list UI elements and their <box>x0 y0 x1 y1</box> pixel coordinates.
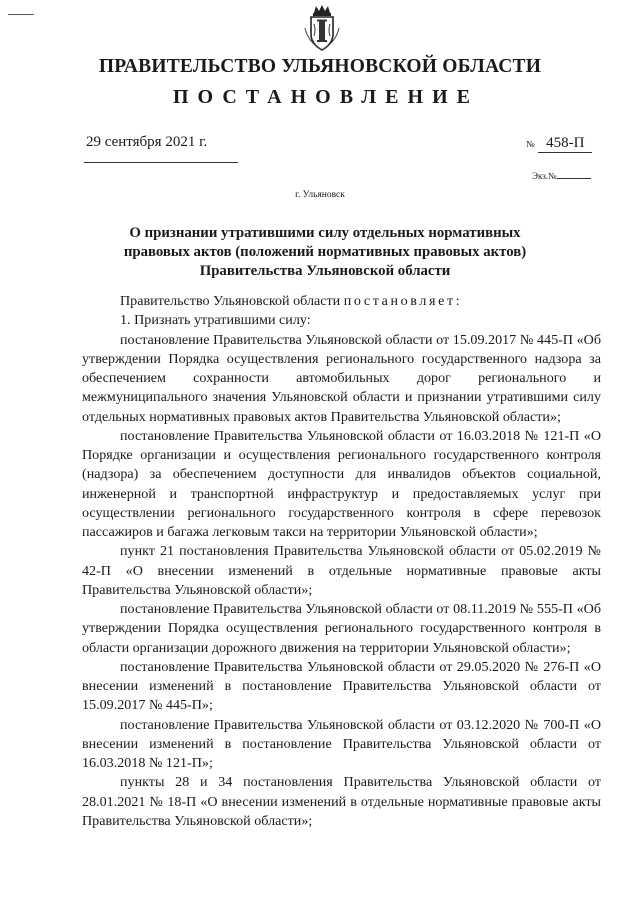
corner-mark <box>8 14 34 15</box>
intro-verb: постановляет: <box>343 293 463 309</box>
ulyanovsk-coat-of-arms-icon <box>302 4 342 52</box>
intro-text: Правительство Ульяновской области <box>120 293 344 309</box>
date-underline <box>84 162 238 163</box>
heading-line: О признании утратившими силу отдельных нормативных <box>129 225 521 241</box>
item-1-paragraph: 1. Признать утратившими силу: <box>120 312 311 329</box>
list-item: постановление Правительства Ульяновской области от 08.11.2019 № 555-П «Об утверждении Порядка осуществления регионального государственного контроля в области организации дорожного движения на территории Ульяновской области»; <box>82 601 601 656</box>
heading-line: Правительства Ульяновской области <box>199 263 451 279</box>
list-item: постановление Правительства Ульяновской области от 15.09.2017 № 445-П «Об утверждении Порядка осуществления регионального государственного надзора за обеспечением сохранности автомобильных дорог регионального и межмуниципального значения Ульяновской области и признании утратившими силу отдельных нормативных правовых актов Правительства Ульяновской области»; <box>82 331 601 425</box>
number-value: 458-П <box>538 135 592 153</box>
city: г. Ульяновск <box>295 190 345 200</box>
document-body <box>82 292 601 831</box>
document-date: 29 сентября 2021 г. <box>86 134 208 150</box>
organization-title: ПРАВИТЕЛЬСТВО УЛЬЯНОВСКОЙ ОБЛАСТИ <box>98 56 542 77</box>
list-item: постановление Правительства Ульяновской области от 29.05.2020 № 276-П «О внесении изменений в постановление Правительства Ульяновской области от 15.09.2017 № 445-П»; <box>82 658 601 714</box>
copy-number <box>532 170 591 181</box>
list-item: пункт 21 постановления Правительства Ульяновской области от 05.02.2019 № 42-П «О внесении изменений в отдельные нормативные правовые акты Правительства Ульяновской области»; <box>82 543 601 598</box>
list-item: постановление Правительства Ульяновской области от 16.03.2018 № 121-П «О Порядке организации и осуществления регионального государственного контроля (надзора) за обеспечением доступности для инвалидов объектов социальной, инженерной и транспортной инфраструктур и предоставляемых услуг при осуществлении регионального государственного контроля в сфере перевозок пассажиров и багажа легковым такси на территории Ульяновской области»; <box>82 427 601 540</box>
list-item: постановление Правительства Ульяновской области от 03.12.2020 № 700-П «О внесении изменений в постановление Правительства Ульяновской области от 16.03.2018 № 121-П»; <box>82 716 601 771</box>
copy-label: Экз.№ <box>532 171 557 181</box>
list-item: пункты 28 и 34 постановления Правительства Ульяновской области от 28.01.2021 № 18-П «О внесении изменений в отдельные нормативные правовые акты Правительства Ульяновской области»; <box>82 774 601 829</box>
copy-number-line <box>557 170 591 179</box>
number-prefix: № <box>526 139 535 149</box>
document-heading <box>90 224 560 281</box>
document-type: ПОСТАНОВЛЕНИЕ <box>173 86 479 108</box>
heading-line: правовых актов (положений нормативных правовых актов) <box>123 244 527 260</box>
intro-paragraph <box>82 292 601 311</box>
document-number <box>526 135 592 153</box>
